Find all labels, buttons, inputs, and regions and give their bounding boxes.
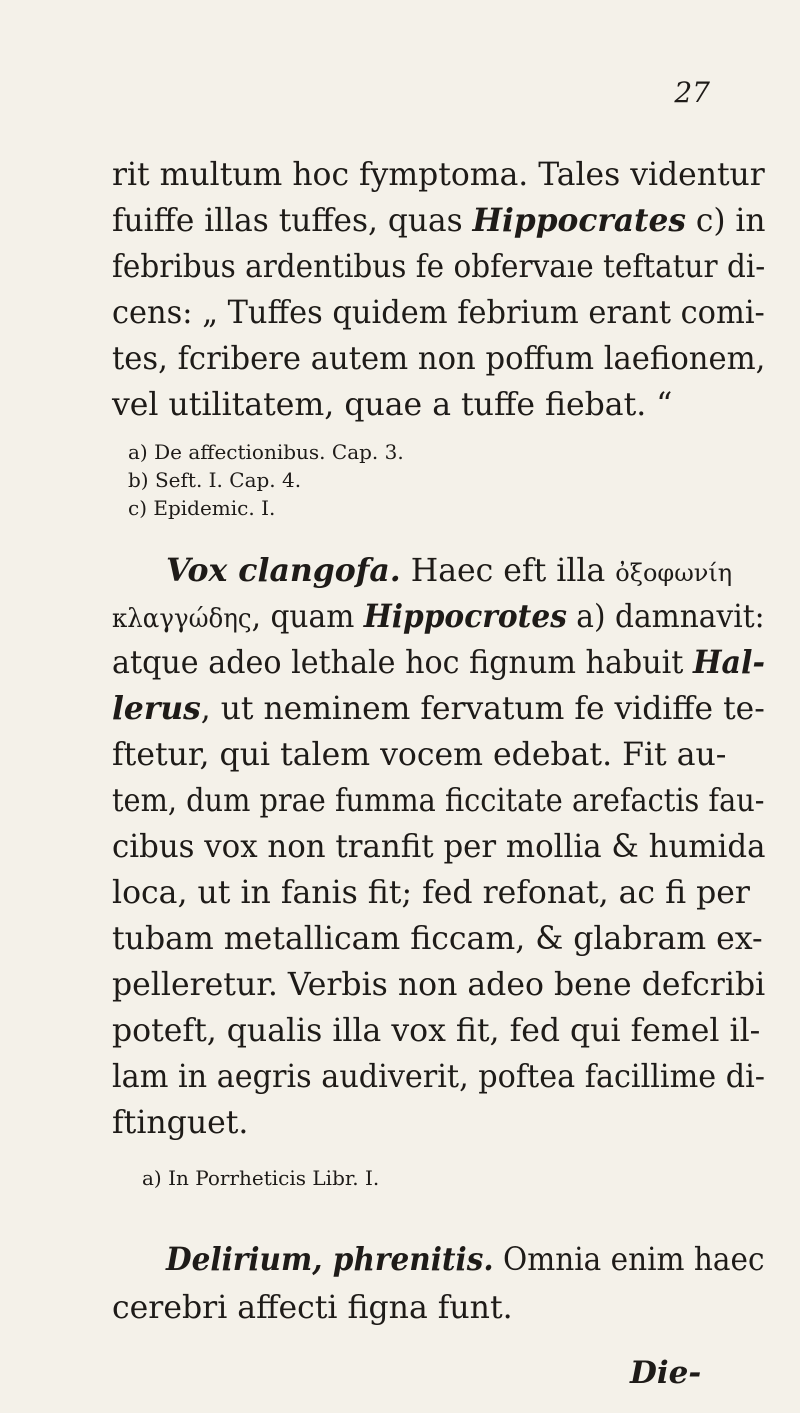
footnote: a) De affectionibus. Cap. 3. bbox=[128, 440, 404, 464]
text-line: Vox clangofa. Haec eft illa ὀξοφωνίη bbox=[166, 552, 733, 589]
author-name: Hippocrotes bbox=[363, 598, 567, 635]
text-line: atque adeo lethale hoc fignum habuit Hal- bbox=[112, 644, 765, 681]
text-line: cibus vox non tranfit per mollia & humida bbox=[112, 829, 766, 865]
page-number: 27 bbox=[674, 76, 710, 109]
text-line: tubam metallicam ficcam, & glabram ex- bbox=[112, 921, 763, 957]
greek-word: κλαγγώδης bbox=[112, 604, 252, 634]
footnote: c) Epidemic. I. bbox=[128, 496, 276, 520]
text-line: cens: „ Tuffes quidem febrium erant comi- bbox=[112, 295, 765, 331]
catchword: Die- bbox=[630, 1355, 702, 1391]
text-line: poteft, qualis illa vox fit, fed qui femel il- bbox=[112, 1013, 761, 1049]
text-line: κλαγγώδης, quam Hippocrotes a) damnavit: bbox=[112, 598, 765, 635]
author-name: Hal- bbox=[692, 644, 765, 681]
text-line: ftinguet. bbox=[112, 1105, 249, 1141]
author-name: Hippocrates bbox=[472, 202, 686, 239]
greek-word: ὀξοφωνίη bbox=[615, 559, 733, 587]
text-line: vel utilitatem, quae a tuffe fiebat. “ bbox=[112, 387, 673, 423]
text-line: Delirium, phrenitis. Omnia enim haec bbox=[166, 1241, 765, 1278]
text-line: rit multum hoc fymptoma. Tales videntur bbox=[112, 157, 765, 193]
text-line: fuiffe illas tuffes, quas Hippocrates c) in bbox=[112, 202, 766, 239]
text-line: cerebri affecti figna funt. bbox=[112, 1290, 513, 1326]
text-line: tem, dum prae fumma ficcitate arefactis fau- bbox=[112, 783, 765, 819]
text-line: ftetur, qui talem vocem edebat. Fit au- bbox=[112, 737, 727, 773]
footnote: b) Seft. I. Cap. 4. bbox=[128, 468, 302, 492]
author-name: lerus bbox=[112, 690, 201, 727]
text-line: lam in aegris audiverit, poftea facillime di- bbox=[112, 1059, 766, 1095]
text-line: loca, ut in fanis fit; fed refonat, ac fi per bbox=[112, 875, 750, 911]
section-heading: Vox clangofa. bbox=[166, 552, 401, 589]
text-line: febribus ardentibus fe obfervaıe teftatur di- bbox=[112, 249, 766, 285]
text-line: tes, fcribere autem non poffum laefionem, bbox=[112, 341, 766, 377]
footnote: a) In Porrheticis Libr. I. bbox=[142, 1166, 380, 1190]
text-line: pelleretur. Verbis non adeo bene defcribi bbox=[112, 967, 766, 1003]
section-heading: Delirium, phrenitis. bbox=[166, 1241, 494, 1278]
text-line: lerus, ut neminem fervatum fe vidiffe te- bbox=[112, 690, 765, 727]
